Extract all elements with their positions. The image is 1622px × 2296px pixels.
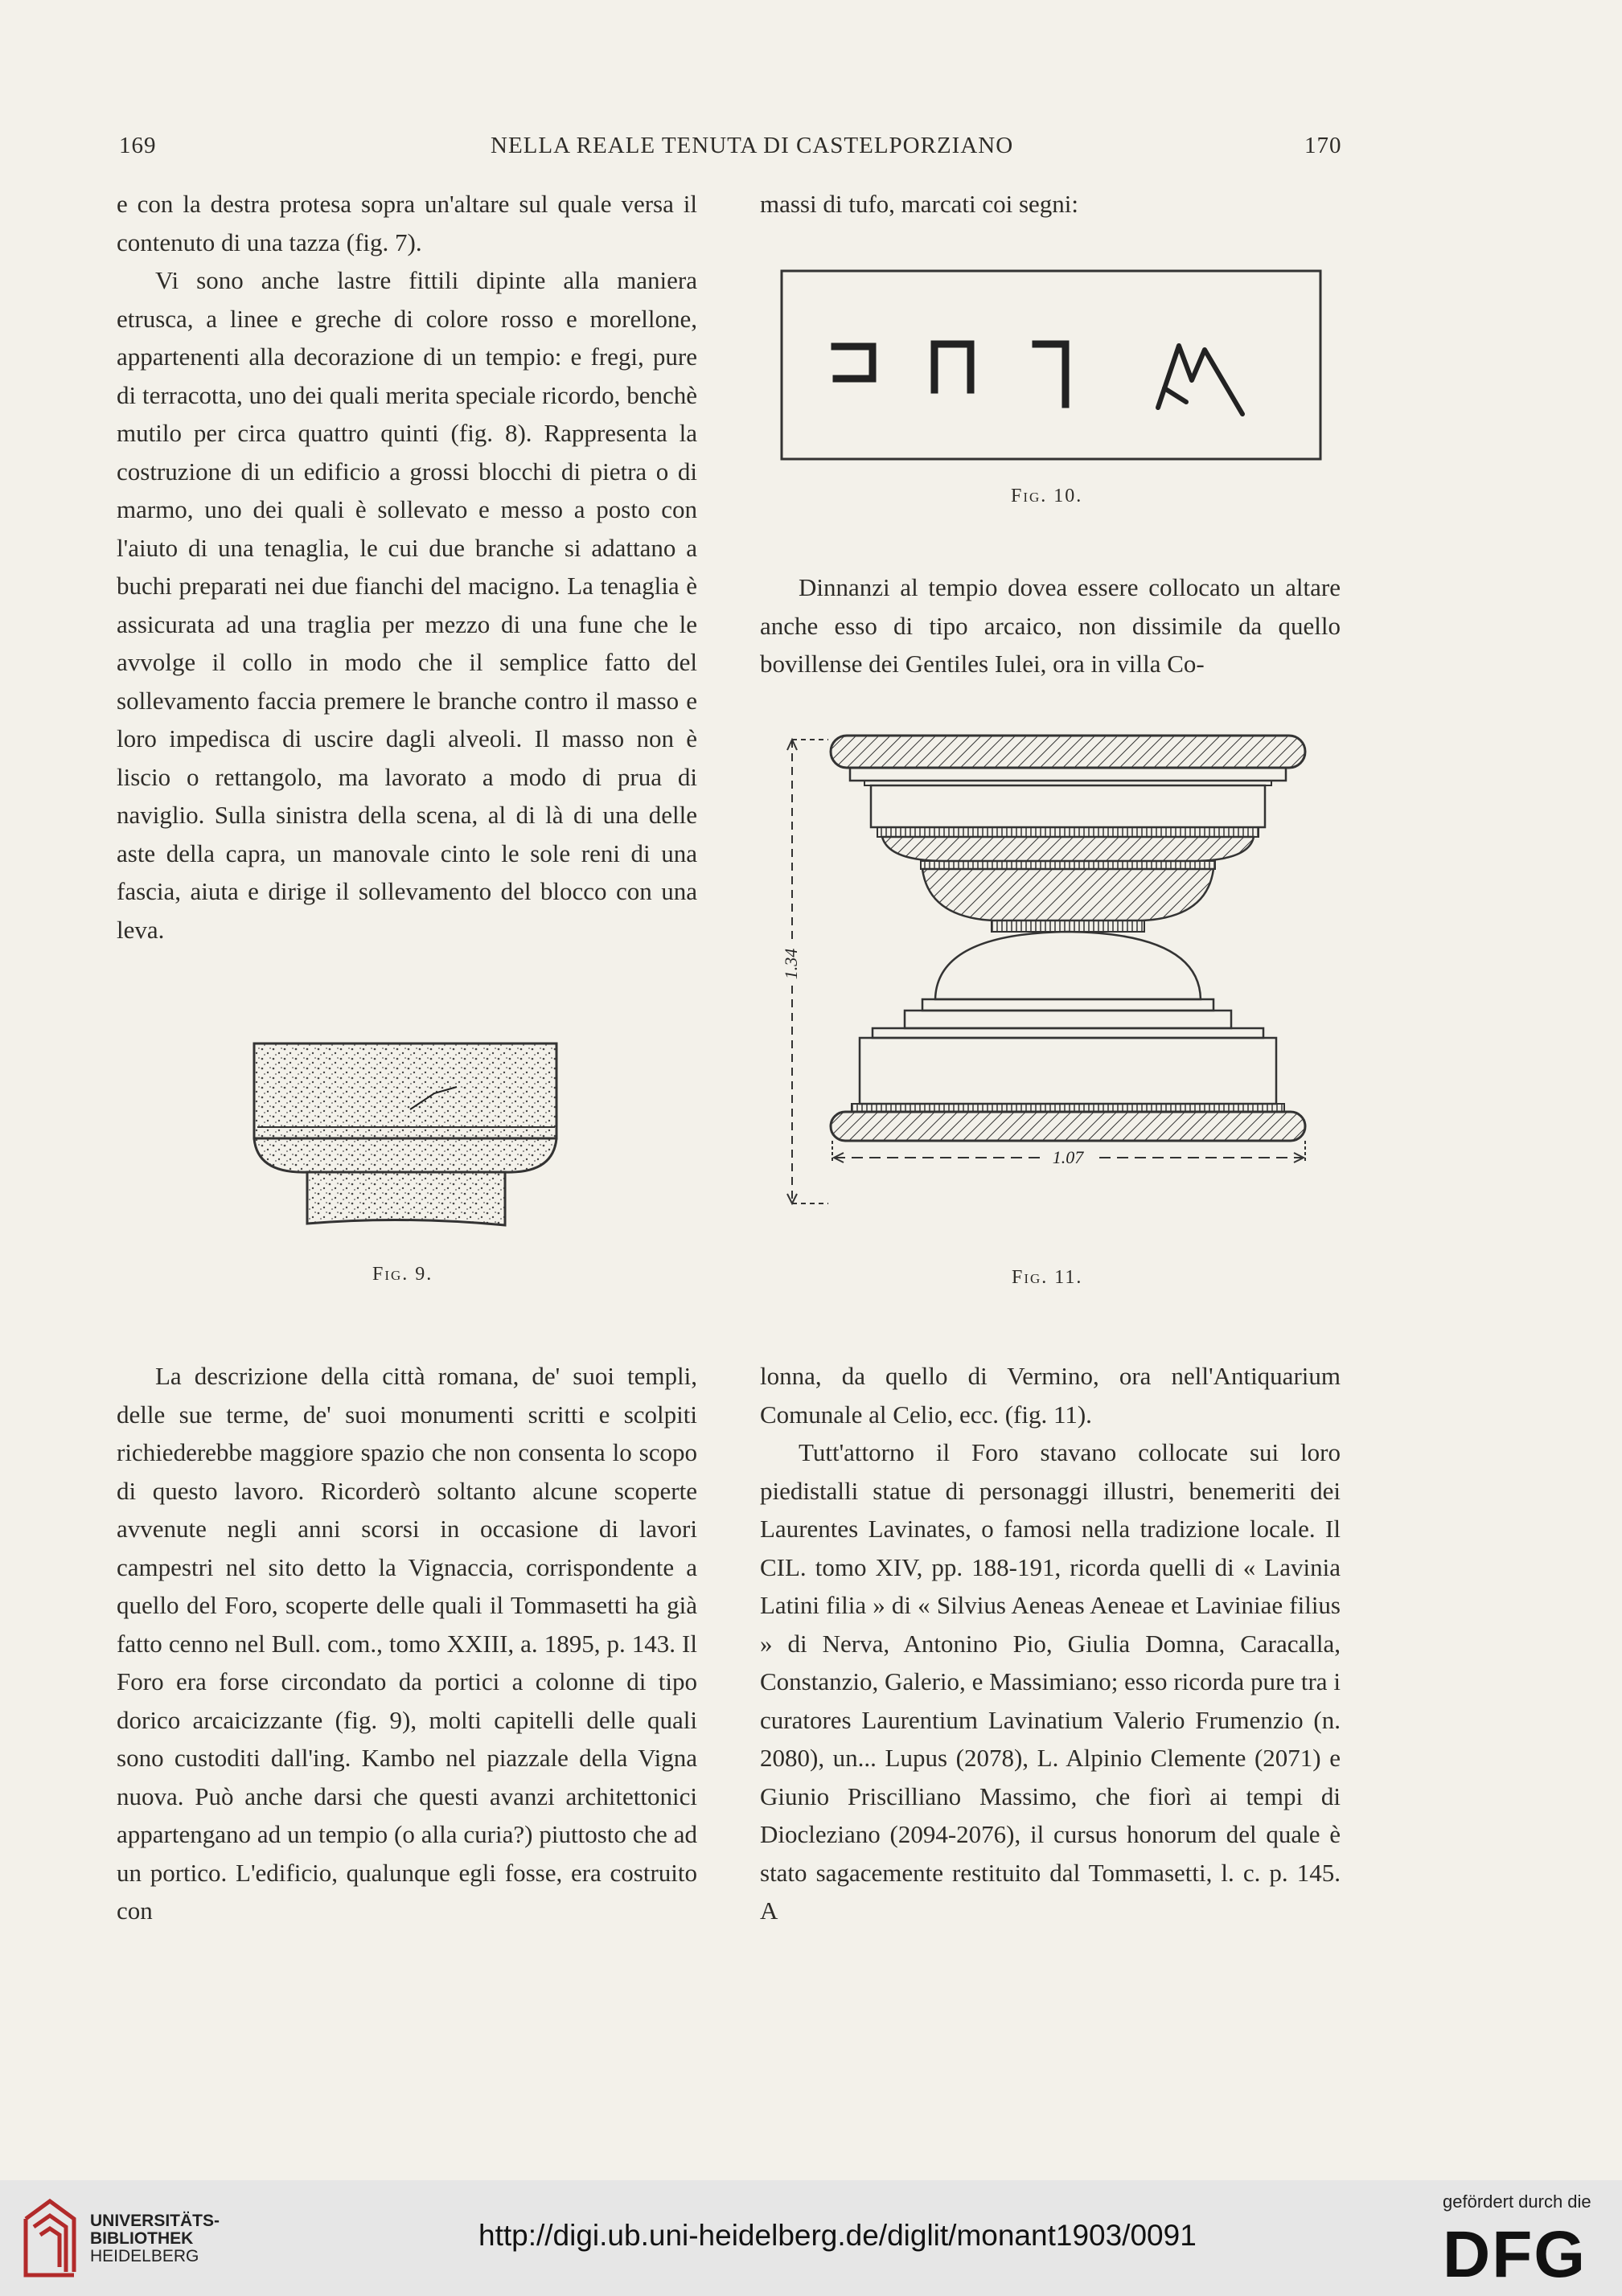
library-name-line2: BIBLIOTHEK [90, 2229, 194, 2248]
library-name [90, 2212, 220, 2265]
paragraph: La descrizione della città romana, de' suoi templi, delle sue terme, de' suoi monumenti scritti e scolpiti richiederebbe maggiore spazio che non consenta lo scopo di questo lavoro. Ricorderò soltanto alcune scoperte avvenute negli anni scorsi in occasione di lavori campestri nel sito detto la Vignaccia, corrispondente a quello del Foro, scoperte delle quali il Tommasetti ha già fatto cenno nel Bull. com., tomo XXIII, a. 1895, p. 143. Il Foro era forse circondato da portici a colonne di tipo dorico arcaicizzante (fig. 9), molti capitelli delle quali sono custoditi dall'ing. Kambo nel piazzale della Vigna nuova. Può anche darsi che questi avanzi architettonici appartengano ad un tempio (o alla curia?) piuttosto che ad un portico. L'edificio, qualunque egli fosse, era costruito con [117, 1362, 697, 1925]
page-number-right: 170 [1304, 133, 1342, 158]
funding-text: gefördert durch die [1443, 2191, 1591, 2212]
figure-9-caption: Fig. 9. [372, 1264, 433, 1285]
right-column-paragraph [760, 568, 1341, 683]
left-column-upper [117, 185, 697, 949]
paragraph: e con la destra protesa sopra un'altare sul quale versa il contenuto di una tazza (fig. 7). [117, 190, 697, 256]
figure-11-width-label: 1.07 [1052, 1147, 1084, 1167]
dfg-logo [1443, 2218, 1604, 2291]
dfg-logo-text: DFG [1443, 2218, 1587, 2291]
footer-bar [0, 2180, 1622, 2296]
left-column-lower [117, 1357, 697, 1930]
figure-11-height-label: 1.34 [781, 948, 802, 980]
library-logo-icon [18, 2195, 80, 2282]
right-column-lower [760, 1357, 1341, 1930]
library-name-line1: UNIVERSITÄTS- [90, 2212, 220, 2230]
running-title: NELLA REALE TENUTA DI CASTELPORZIANO [491, 133, 1014, 158]
library-name-line3: HEIDELBERG [90, 2247, 199, 2265]
page-number-left: 169 [119, 133, 157, 158]
figure-11-caption: Fig. 11. [1012, 1267, 1083, 1288]
paragraph: Vi sono anche lastre fittili dipinte alla maniera etrusca, a linee e greche di colore rosso e morellone, appartenenti alla decorazione di un tempio: e fregi, pure di terracotta, uno dei quali merita speciale ricordo, benchè mutilo per circa quattro quinti (fig. 8). Rappresenta la costruzione di un edificio a grossi blocchi di pietra o di marmo, uno dei quali è sollevato e messo a posto con l'aiuto di una tenaglia, le cui due branche si adattano a buchi preparati nei due fianchi del macigno. La tenaglia è assicurata ad una traglia per mezzo di una fune che le avvolge il collo in modo che il semplice fatto del sollevamento faccia premere le branche contro il masso e loro impedisca di uscire dagli alveoli. Il masso non è liscio o rettangolo, ma lavorato a modo di prua di naviglio. Sulla sinistra della scena, al di là di una delle aste della capra, un manovale cinto le sole reni di una fascia, aiuta e dirige il sollevamento del blocco con una leva. [117, 266, 697, 944]
figure-10-inscription [780, 269, 1323, 462]
paragraph: lonna, da quello di Vermino, ora nell'Antiquarium Comunale al Celio, ecc. (fig. 11). [760, 1362, 1341, 1429]
figure-11-altar [781, 728, 1335, 1242]
figure-10-caption: Fig. 10. [1011, 486, 1083, 506]
paragraph: Dinnanzi al tempio dovea essere collocato un altare anche esso di tipo arcaico, non dissimile da quello bovillense dei Gentiles Iulei, ora in villa Co- [760, 573, 1341, 678]
document-url-link[interactable]: http://digi.ub.uni-heidelberg.de/diglit/monant1903/0091 [478, 2219, 1197, 2252]
paragraph: Tutt'attorno il Foro stavano collocate sui loro piedistalli statue di personaggi illustri, benemeriti dei Laurentes Lavinates, o famosi nella tradizione locale. Il CIL. tomo XIV, pp. 188-191, ricorda quelli di « Lavinia Latini filia » di « Silvius Aeneas Aeneae et Laviniae filius » di Nerva, Antonino Pio, Giulia Domna, Caracalla, Constanzio, Galerio, e Massimiano; esso ricorda pure tra i curatores Laurentium Lavinatium Valerio Frumenzio (n. 2080), un... Lupus (2078), L. Alpinio Clemente (2071) e Giunio Priscilliano Massimo, che fiorì ai tempi di Diocleziano (2094-2076), il cursus honorum del quale è stato sagacemente restituito dal Tommasetti, l. c. p. 145. A [760, 1438, 1341, 1925]
figure-9-capital [249, 1037, 563, 1234]
right-column-intro: massi di tufo, marcati coi segni: [760, 190, 1079, 218]
